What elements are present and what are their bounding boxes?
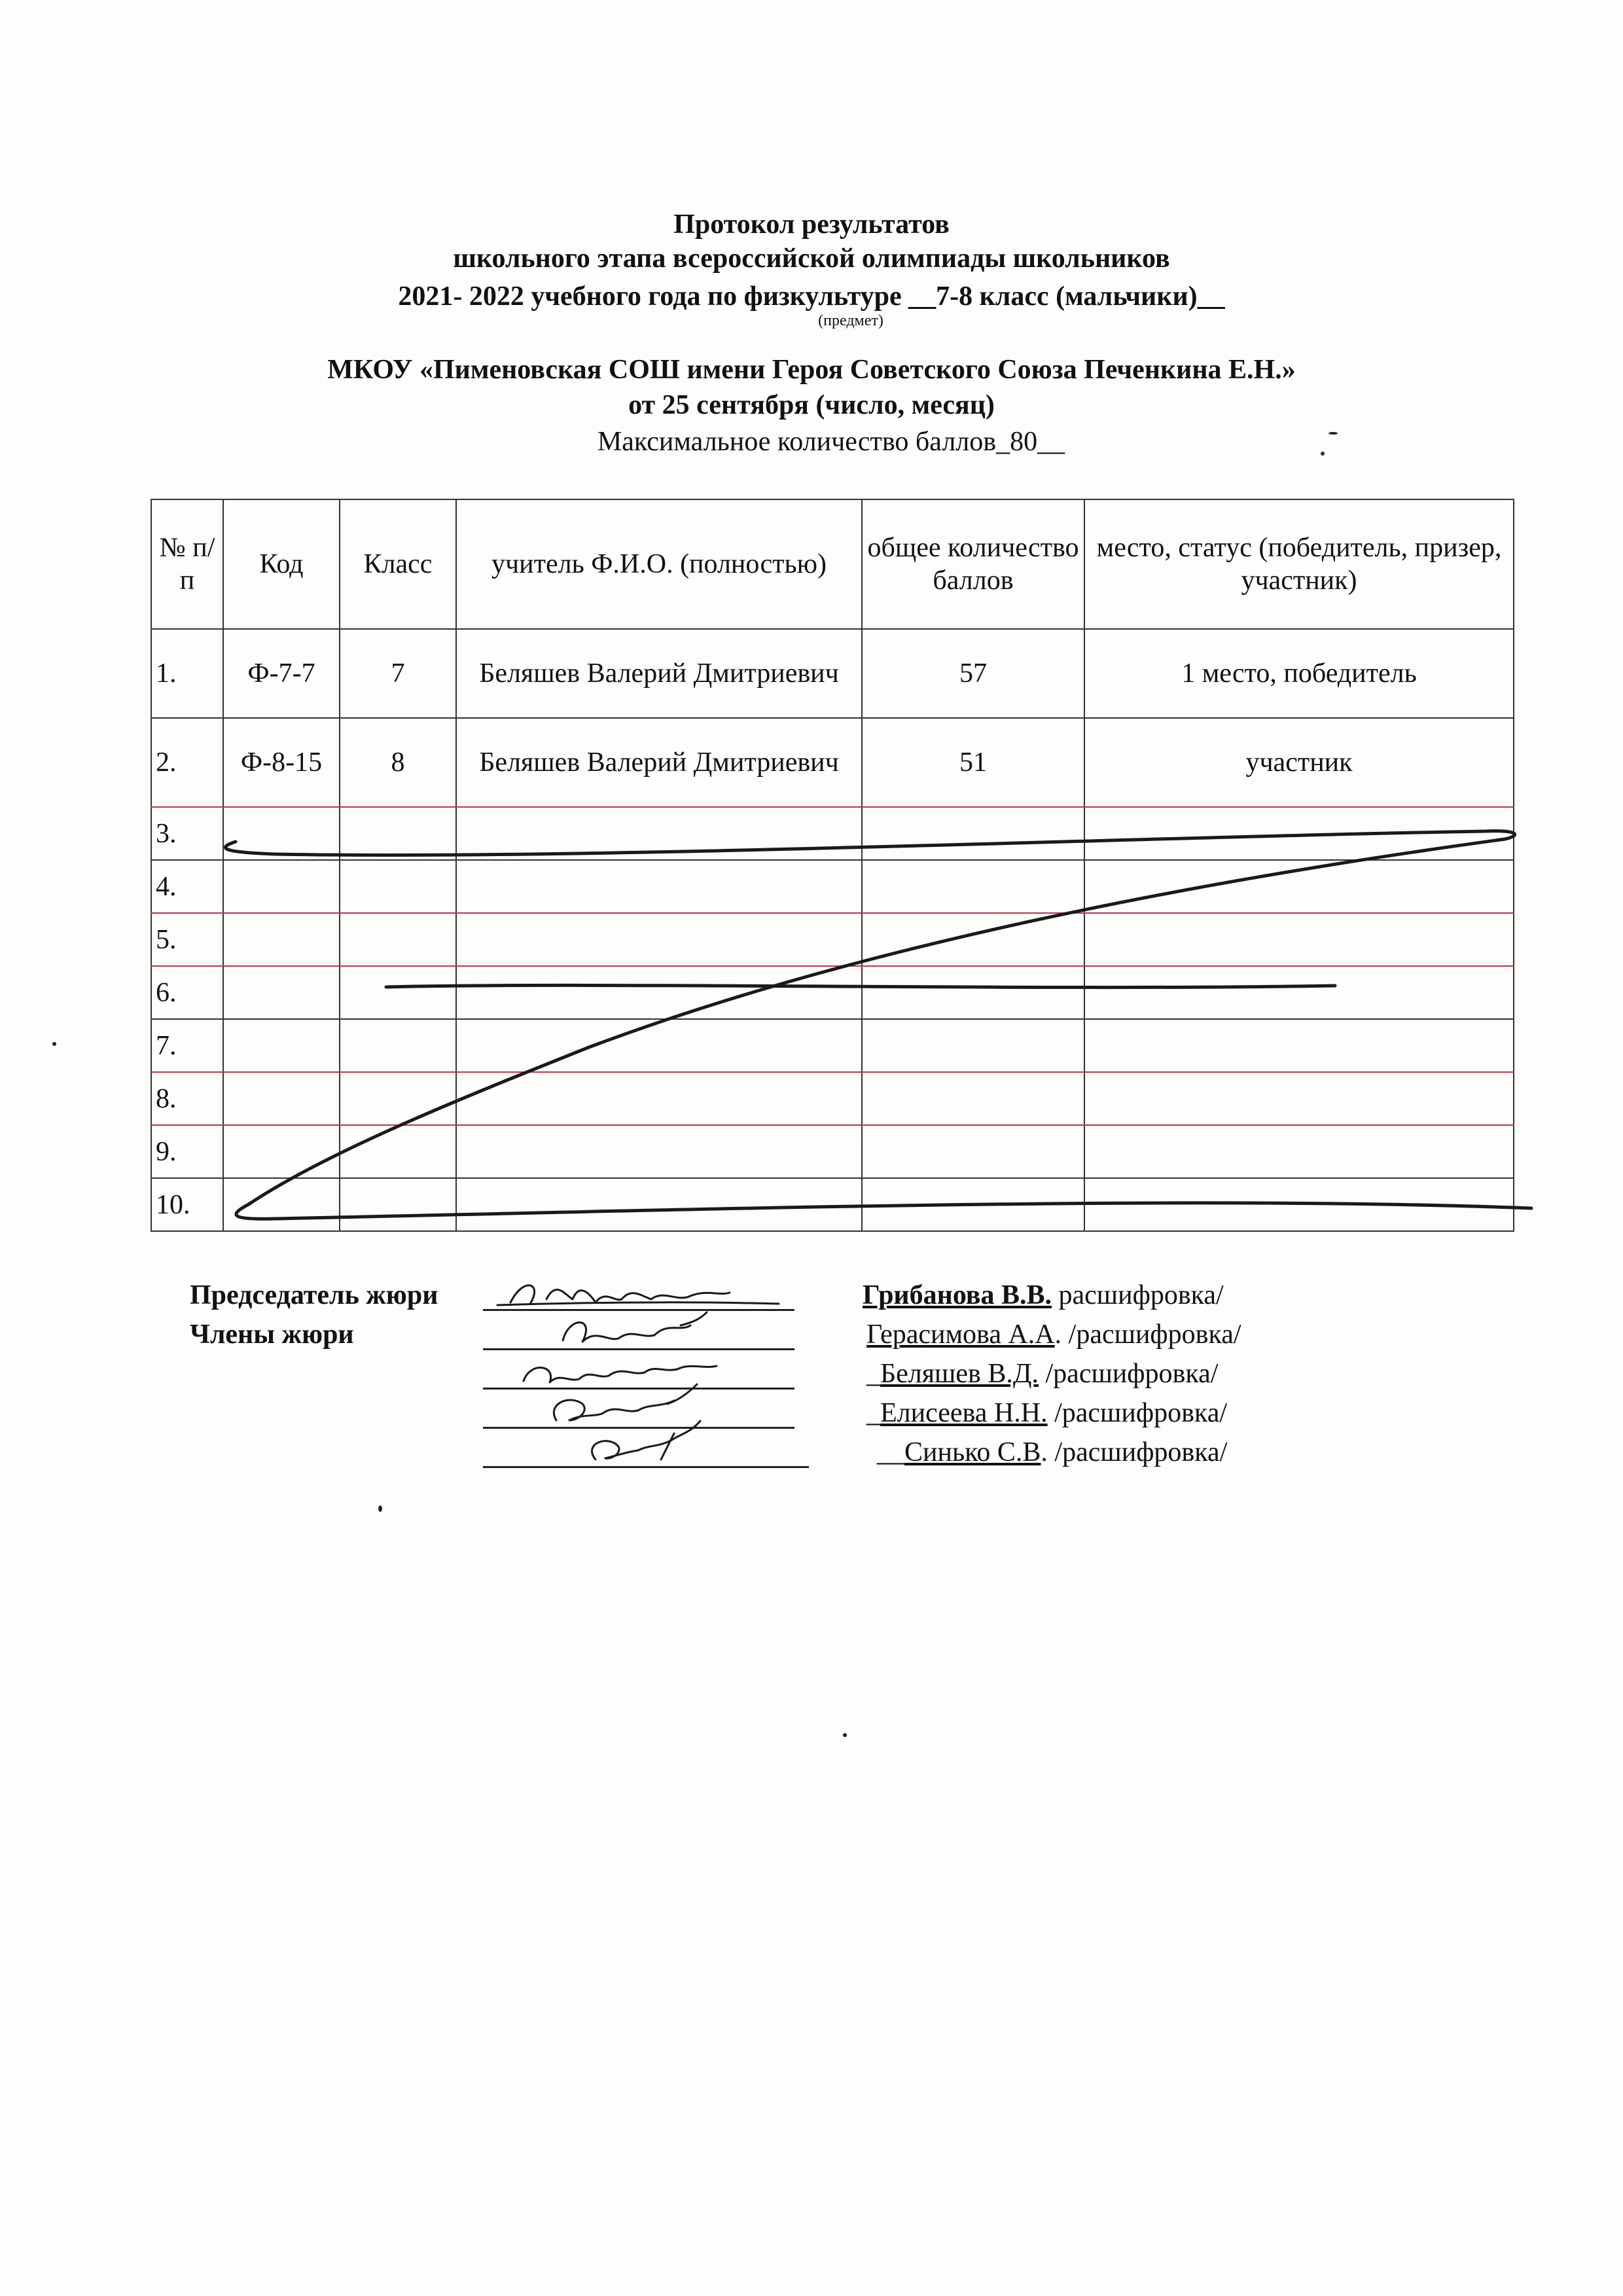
- scan-speck: [1329, 432, 1338, 435]
- col-header-status: место, статус (победитель, призер, участник): [1084, 499, 1514, 629]
- jury-member-name: Елисеева Н.Н.: [880, 1398, 1048, 1428]
- row-code: Ф-7-7: [223, 629, 340, 718]
- col-header-grade: Класс: [340, 499, 456, 629]
- row-num: 8.: [151, 1072, 223, 1125]
- col-header-code: Код: [223, 499, 340, 629]
- row-teacher: Беляшев Валерий Дмитриевич: [456, 718, 862, 807]
- year-subject-line: 2021- 2022 учебного года по физкультуре __7-8 класс (мальчики)__: [398, 281, 1225, 312]
- col-header-teacher: учитель Ф.И.О. (полностью): [456, 499, 862, 629]
- col-header-score: общее количество баллов: [862, 499, 1084, 629]
- jury-members-label: Члены жюри: [190, 1319, 354, 1350]
- jury-member-entry: _Елисеева Н.Н. /расшифровка/: [866, 1398, 1228, 1428]
- jury-member-name: Беляшев В.Д.: [880, 1359, 1039, 1389]
- row-num: 1.: [151, 629, 223, 718]
- row-status: участник: [1084, 718, 1514, 807]
- jury-chair-name: Грибанова В.В.: [863, 1280, 1052, 1310]
- jury-chair-label: Председатель жюри: [190, 1280, 438, 1310]
- row-num: 10.: [151, 1178, 223, 1231]
- scan-speck: [843, 1733, 847, 1737]
- protocol-subtitle: школьного этапа всероссийской олимпиады школьников: [453, 243, 1170, 274]
- row-grade: 8: [340, 718, 456, 807]
- handwritten-signatures: [484, 1263, 812, 1479]
- row-score: 57: [862, 629, 1084, 718]
- row-num: 3.: [151, 807, 223, 860]
- scan-speck: [52, 1042, 56, 1046]
- row-num: 9.: [151, 1125, 223, 1178]
- row-num: 7.: [151, 1019, 223, 1072]
- row-score: 51: [862, 718, 1084, 807]
- subject-hint: (предмет): [818, 312, 883, 329]
- protocol-date: от 25 сентября (число, месяц): [628, 390, 995, 420]
- row-num: 2.: [151, 718, 223, 807]
- row-status: 1 место, победитель: [1084, 629, 1514, 718]
- col-header-num: № п/п: [151, 499, 223, 629]
- row-num: 5.: [151, 913, 223, 966]
- jury-member-entry: __Синько С.В. /расшифровка/: [877, 1437, 1228, 1467]
- protocol-title: Протокол результатов: [673, 209, 950, 240]
- jury-chair-suffix: расшифровка/: [1052, 1280, 1224, 1310]
- school-name: МКОУ «Пименовская СОШ имени Героя Советского Союза Печенкина Е.Н.»: [327, 355, 1296, 385]
- scan-speck: [1321, 452, 1325, 456]
- row-teacher: Беляшев Валерий Дмитриевич: [456, 629, 862, 718]
- jury-chair-entry: [863, 1279, 1224, 1312]
- jury-member-name: Синько С.В: [904, 1437, 1041, 1467]
- row-num: 4.: [151, 860, 223, 913]
- scan-speck: [378, 1505, 382, 1512]
- row-num: 6.: [151, 966, 223, 1019]
- row-code: Ф-8-15: [223, 718, 340, 807]
- jury-member-entry: Герасимова А.А. /расшифровка/: [866, 1319, 1241, 1350]
- max-score: Максимальное количество баллов_80__: [597, 427, 1065, 457]
- row-grade: 7: [340, 629, 456, 718]
- jury-member-name: Герасимова А.А: [866, 1319, 1055, 1350]
- jury-member-entry: _Беляшев В.Д. /расшифровка/: [866, 1359, 1219, 1389]
